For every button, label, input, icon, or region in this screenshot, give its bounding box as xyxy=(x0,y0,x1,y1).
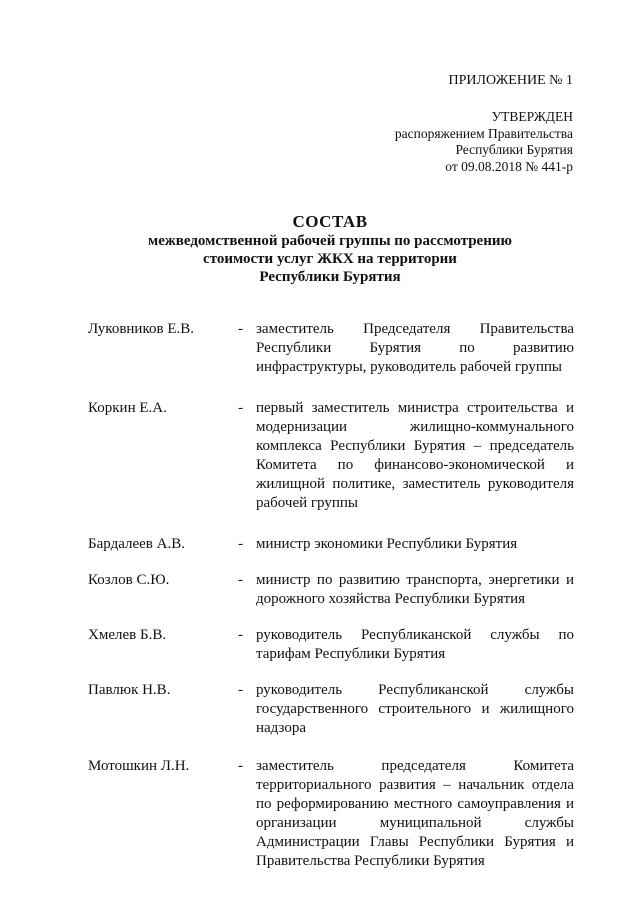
member-dash: - xyxy=(238,627,243,643)
member-role: руководитель Республиканской службы по тарифам Республики Бурятия xyxy=(256,627,574,662)
title-line-2: стоимости услуг ЖКХ на территории xyxy=(203,251,457,267)
member-name: Павлюк Н.В. xyxy=(88,682,171,698)
member-row xyxy=(88,681,574,738)
member-name: Коркин Е.А. xyxy=(88,400,167,416)
member-dash: - xyxy=(238,758,243,774)
member-dash: - xyxy=(238,321,243,337)
member-dash: - xyxy=(238,536,243,552)
member-name: Луковников Е.В. xyxy=(88,321,194,337)
title-line-3: Республики Бурятия xyxy=(259,269,401,285)
member-row xyxy=(88,571,574,609)
approval-by-order: распоряжением Правительства xyxy=(394,125,573,141)
member-role: руководитель Республиканской службы государственного строительного и жилищного надзора xyxy=(256,682,574,736)
member-dash: - xyxy=(238,682,243,698)
member-name: Мотошкин Л.Н. xyxy=(88,758,190,774)
approval-approved: УТВЕРЖДЕН xyxy=(491,109,573,124)
member-role: министр по развитию транспорта, энергетики и дорожного хозяйства Республики Бурятия xyxy=(256,572,574,607)
member-name: Бардалеев А.В. xyxy=(88,536,185,552)
member-dash: - xyxy=(238,400,243,416)
member-role: первый заместитель министра строительства и модернизации жилищно-коммунального комплекса Республики Бурятия – председатель Комитета по финансово-экономической и жилищной политике, заместитель руководителя рабочей группы xyxy=(256,400,574,511)
member-dash: - xyxy=(238,572,243,588)
member-row xyxy=(88,626,574,664)
member-role: заместитель председателя Комитета территориального развития – начальник отдела по реформированию местного самоуправления и организации муниципальной службы Администрации Главы Республики Бурятия и Правительства Республики Бурятия xyxy=(256,758,574,869)
member-role: заместитель Председателя Правительства Республики Бурятия по развитию инфраструктуры, руководитель рабочей группы xyxy=(256,321,574,375)
member-row xyxy=(88,399,574,513)
member-row xyxy=(88,535,574,554)
member-name: Хмелев Б.В. xyxy=(88,627,167,643)
appendix-label: ПРИЛОЖЕНИЕ № 1 xyxy=(448,73,573,88)
approval-republic: Республики Бурятия xyxy=(455,142,573,157)
members-list xyxy=(88,320,574,871)
document-title xyxy=(90,212,570,286)
member-name: Козлов С.Ю. xyxy=(88,572,170,588)
title-line-1: межведомственной рабочей группы по рассмотрению xyxy=(148,233,512,249)
approval-date-number: от 09.08.2018 № 441-р xyxy=(445,158,573,174)
member-row xyxy=(88,320,574,377)
approval-block xyxy=(360,109,573,175)
member-role: министр экономики Республики Бурятия xyxy=(256,536,518,552)
member-row xyxy=(88,757,574,871)
title-main: СОСТАВ xyxy=(292,212,368,231)
